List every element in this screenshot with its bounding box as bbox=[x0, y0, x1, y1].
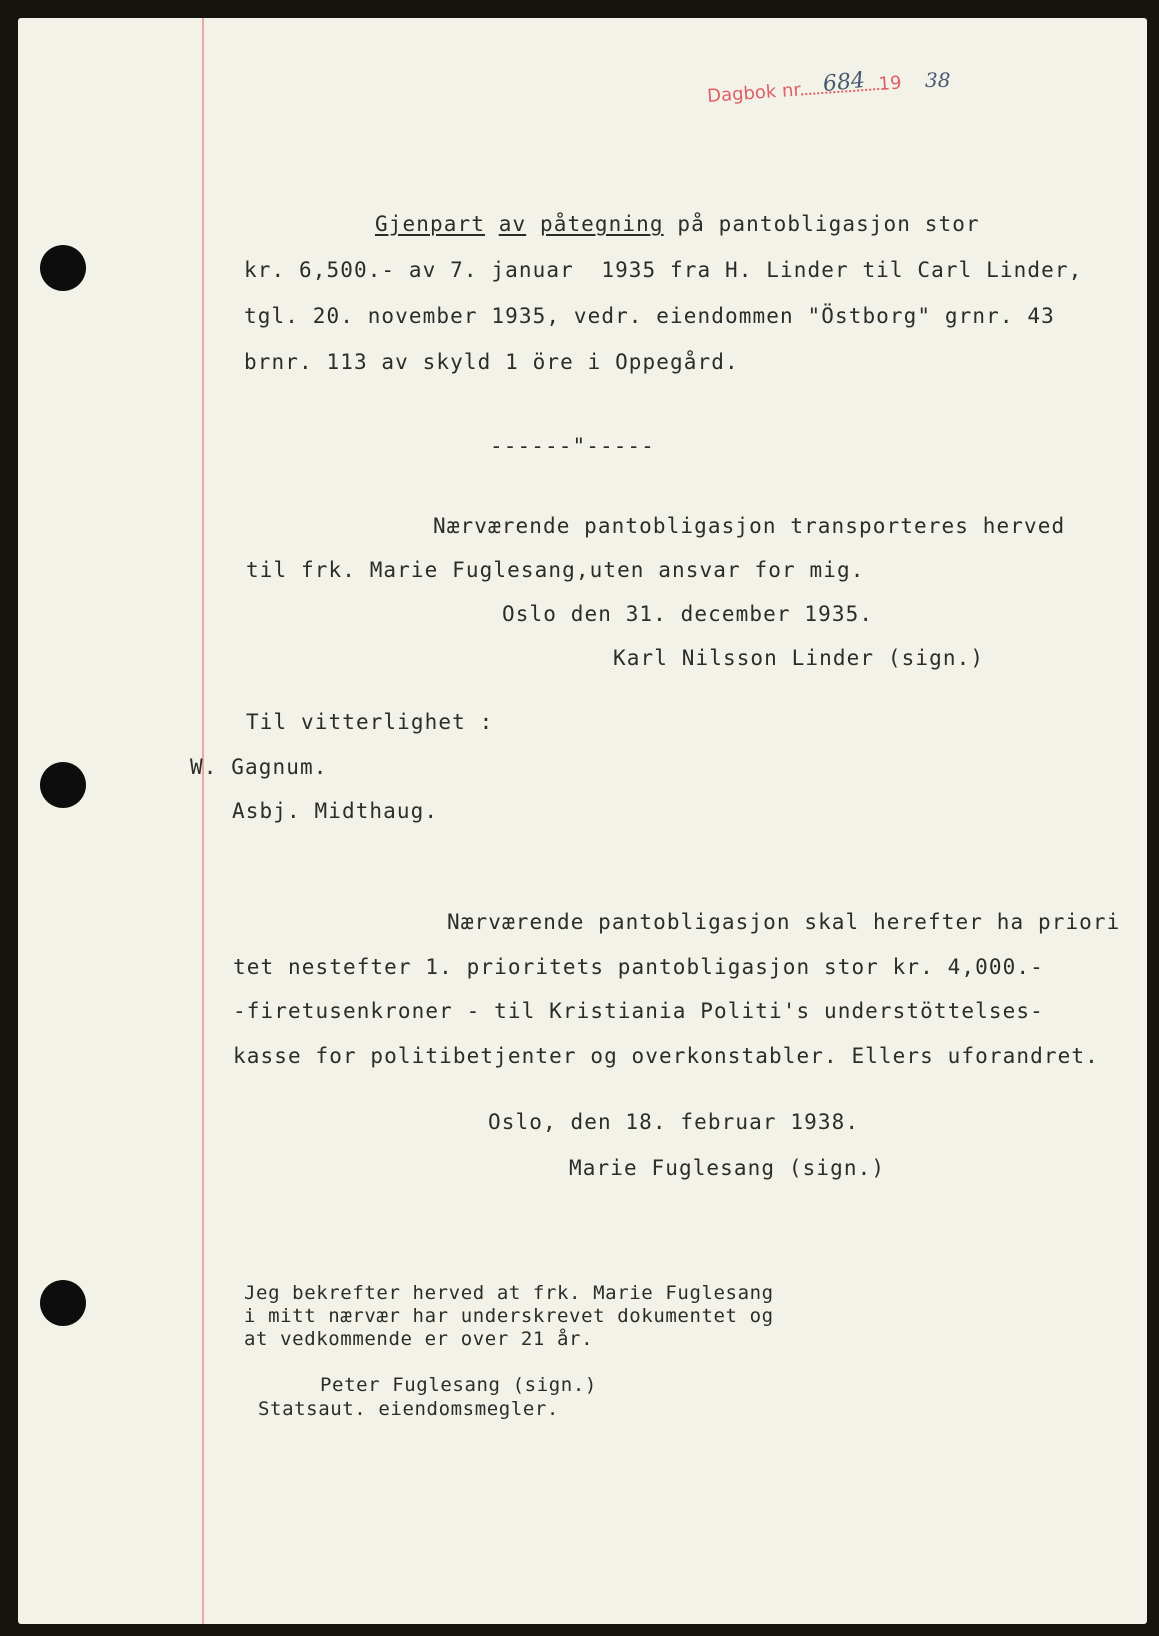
handwritten-year: 38 bbox=[925, 68, 951, 92]
punch-hole bbox=[40, 1280, 86, 1326]
witness-1: W. Gagnum. bbox=[190, 755, 328, 779]
dagbok-stamp bbox=[707, 72, 903, 107]
body-line-2: kr. 6,500.- av 7. januar 1935 fra H. Linder til Carl Linder, bbox=[244, 258, 1083, 282]
transfer-line-1: Nærværende pantobligasjon transporteres herved bbox=[433, 514, 1066, 538]
title-av: av bbox=[498, 212, 527, 236]
priority-line-4: kasse for politibetjenter og overkonstabler. Ellers uforandret. bbox=[233, 1044, 1099, 1068]
transfer-line-2: til frk. Marie Fuglesang,uten ansvar for mig. bbox=[246, 558, 865, 582]
handwritten-journal-number: 684 bbox=[821, 67, 867, 98]
priority-line-3: -firetusenkroner - til Kristiania Politi's understöttelses- bbox=[233, 999, 1044, 1023]
transfer-signature: Karl Nilsson Linder (sign.) bbox=[613, 646, 985, 670]
body-line-3: tgl. 20. november 1935, vedr. eiendommen "Östborg" grnr. 43 bbox=[244, 304, 1055, 328]
stamp-label: Dagbok nr. bbox=[706, 79, 806, 107]
priority-line-2: tet nestefter 1. prioritets pantobligasjon stor kr. 4,000.- bbox=[233, 955, 1044, 979]
title-gjenpart: Gjenpart bbox=[375, 212, 485, 236]
punch-hole bbox=[40, 762, 86, 808]
transfer-place-date: Oslo den 31. december 1935. bbox=[502, 602, 874, 626]
priority-signature: Marie Fuglesang (sign.) bbox=[569, 1156, 886, 1180]
punch-hole bbox=[40, 245, 86, 291]
priority-place-date: Oslo, den 18. februar 1938. bbox=[488, 1110, 860, 1134]
document-page bbox=[18, 18, 1147, 1624]
title-line bbox=[375, 212, 980, 236]
title-pategning: påtegning bbox=[539, 212, 664, 236]
margin-rule bbox=[202, 18, 204, 1624]
confirm-title: Statsaut. eiendomsmegler. bbox=[258, 1398, 559, 1420]
priority-line-1: Nærværende pantobligasjon skal herefter ha priori bbox=[447, 910, 1121, 934]
stamp-year-prefix: 19 bbox=[877, 72, 903, 96]
separator-line: ------"----- bbox=[490, 434, 655, 458]
confirm-line-2: i mitt nærvær har underskrevet dokumentet og bbox=[244, 1305, 774, 1327]
title-rest: på pantobligasjon stor bbox=[677, 212, 980, 236]
body-line-4: brnr. 113 av skyld 1 öre i Oppegård. bbox=[244, 350, 739, 374]
witness-2: Asbj. Midthaug. bbox=[232, 799, 439, 823]
confirm-signature: Peter Fuglesang (sign.) bbox=[320, 1374, 597, 1396]
witness-heading: Til vitterlighet : bbox=[246, 710, 494, 734]
confirm-line-3: at vedkommende er over 21 år. bbox=[244, 1328, 594, 1350]
confirm-line-1: Jeg bekrefter herved at frk. Marie Fuglesang bbox=[244, 1282, 774, 1304]
